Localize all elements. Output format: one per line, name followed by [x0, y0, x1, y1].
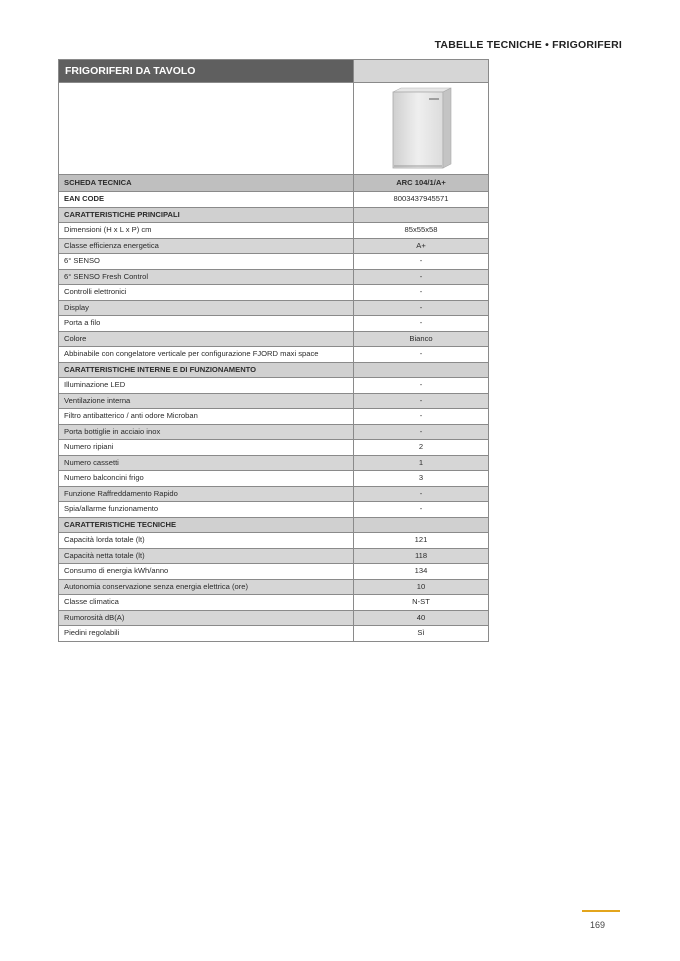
product-image-blank-cell — [59, 83, 353, 174]
spec-row — [59, 486, 488, 502]
spec-row — [59, 408, 488, 424]
page-header-title: TABELLE TECNICHE • FRIGORIFERI — [434, 39, 622, 51]
section-blank-cell — [353, 208, 488, 223]
spec-row — [59, 594, 488, 610]
fridge-image — [385, 86, 457, 172]
ean-value: 8003437945571 — [353, 192, 488, 207]
spec-value: - — [353, 301, 488, 316]
product-image-row — [59, 82, 488, 174]
section-header-row — [59, 362, 488, 378]
spec-row — [59, 393, 488, 409]
spec-label: Piedini regolabili — [64, 628, 120, 637]
spec-value: 85x55x58 — [353, 223, 488, 238]
spec-value: 40 — [353, 611, 488, 626]
spec-label: Numero cassetti — [64, 457, 119, 467]
spec-row — [59, 625, 488, 641]
spec-row — [59, 331, 488, 347]
spec-value: - — [353, 487, 488, 502]
spec-row — [59, 346, 488, 362]
spec-value: - — [353, 347, 488, 362]
spec-value: - — [353, 425, 488, 440]
spec-label: Filtro antibatterico / anti odore Microban — [64, 411, 198, 420]
spec-label: Illuminazione LED — [64, 380, 126, 389]
sheet-title: FRIGORIFERI DA TAVOLO — [59, 60, 353, 82]
spec-label: Autonomia conservazione senza energia elettrica (ore) — [64, 581, 249, 591]
spec-value: 1 — [353, 456, 488, 471]
spec-row — [59, 300, 488, 316]
spec-value: 2 — [353, 440, 488, 455]
spec-row — [59, 610, 488, 626]
section-header-row — [59, 517, 488, 533]
spec-value: - — [353, 394, 488, 409]
spec-row — [59, 501, 488, 517]
spec-label: Numero ripiani — [64, 442, 114, 451]
spec-value: - — [353, 285, 488, 300]
spec-label: Porta bottiglie in acciaio inox — [64, 426, 161, 436]
spec-value: 3 — [353, 471, 488, 486]
spec-row — [59, 253, 488, 269]
spec-label: Controlli elettronici — [64, 287, 127, 296]
spec-row — [59, 439, 488, 455]
spec-label: 6° SENSO Fresh Control — [64, 271, 149, 281]
section-blank-cell — [353, 363, 488, 378]
spec-value: - — [353, 270, 488, 285]
spec-label: Colore — [64, 333, 87, 343]
section-title: CARATTERISTICHE PRINCIPALI — [64, 209, 180, 219]
spec-row — [59, 238, 488, 254]
spec-label: Rumorosità dB(A) — [64, 612, 125, 622]
spec-row — [59, 579, 488, 595]
spec-value: - — [353, 254, 488, 269]
spec-row — [59, 470, 488, 486]
spec-row — [59, 563, 488, 579]
sheet-title-blank-cell — [353, 60, 488, 82]
spec-header-model: ARC 104/1/A+ — [353, 175, 488, 191]
section-blank-cell — [353, 518, 488, 533]
spec-value: Bianco — [353, 332, 488, 347]
section-title: CARATTERISTICHE TECNICHE — [64, 519, 177, 529]
spec-row — [59, 315, 488, 331]
spec-label: 6° SENSO — [64, 256, 100, 265]
spec-label: Funzione Raffreddamento Rapido — [64, 488, 178, 498]
spec-value: - — [353, 316, 488, 331]
spec-label: Capacità netta totale (lt) — [64, 550, 145, 560]
spec-value: - — [353, 502, 488, 517]
spec-row — [59, 377, 488, 393]
spec-value: N-ST — [353, 595, 488, 610]
spec-value: 121 — [353, 533, 488, 548]
sheet-title-row — [59, 60, 488, 82]
ean-label: EAN CODE — [64, 194, 105, 203]
spec-label: Dimensioni (H x L x P) cm — [64, 225, 152, 234]
spec-label: Display — [64, 302, 89, 312]
spec-value: 10 — [353, 580, 488, 595]
spec-value: - — [353, 409, 488, 424]
spec-header-label: SCHEDA TECNICA — [64, 178, 132, 187]
spec-label: Abbinabile con congelatore verticale per configurazione FJORD maxi space — [64, 349, 319, 358]
ean-row — [59, 191, 488, 207]
spec-rows — [59, 174, 488, 641]
spec-row — [59, 269, 488, 285]
spec-row — [59, 284, 488, 300]
spec-value: 134 — [353, 564, 488, 579]
spec-label: Numero balconcini frigo — [64, 473, 144, 482]
spec-label: Ventilazione interna — [64, 395, 131, 405]
spec-row — [59, 548, 488, 564]
spec-label: Consumo di energia kWh/anno — [64, 566, 169, 575]
spec-value: Sì — [353, 626, 488, 641]
spec-label: Porta a filo — [64, 318, 101, 327]
spec-row — [59, 222, 488, 238]
spec-value: 118 — [353, 549, 488, 564]
spec-row — [59, 532, 488, 548]
spec-value: A+ — [353, 239, 488, 254]
spec-label: Classe efficienza energetica — [64, 240, 159, 250]
spec-label: Classe climatica — [64, 597, 119, 606]
spec-row — [59, 455, 488, 471]
page-number: 169 — [590, 920, 606, 930]
product-image-cell — [353, 83, 488, 174]
section-title: CARATTERISTICHE INTERNE E DI FUNZIONAMENTO — [64, 364, 257, 374]
spec-row — [59, 424, 488, 440]
spec-header-row — [59, 174, 488, 191]
spec-sheet-table — [58, 59, 489, 642]
spec-value: - — [353, 378, 488, 393]
section-header-row — [59, 207, 488, 223]
spec-label: Capacità lorda totale (lt) — [64, 535, 145, 544]
footer-accent-line — [582, 910, 620, 912]
spec-label: Spia/allarme funzionamento — [64, 504, 159, 513]
